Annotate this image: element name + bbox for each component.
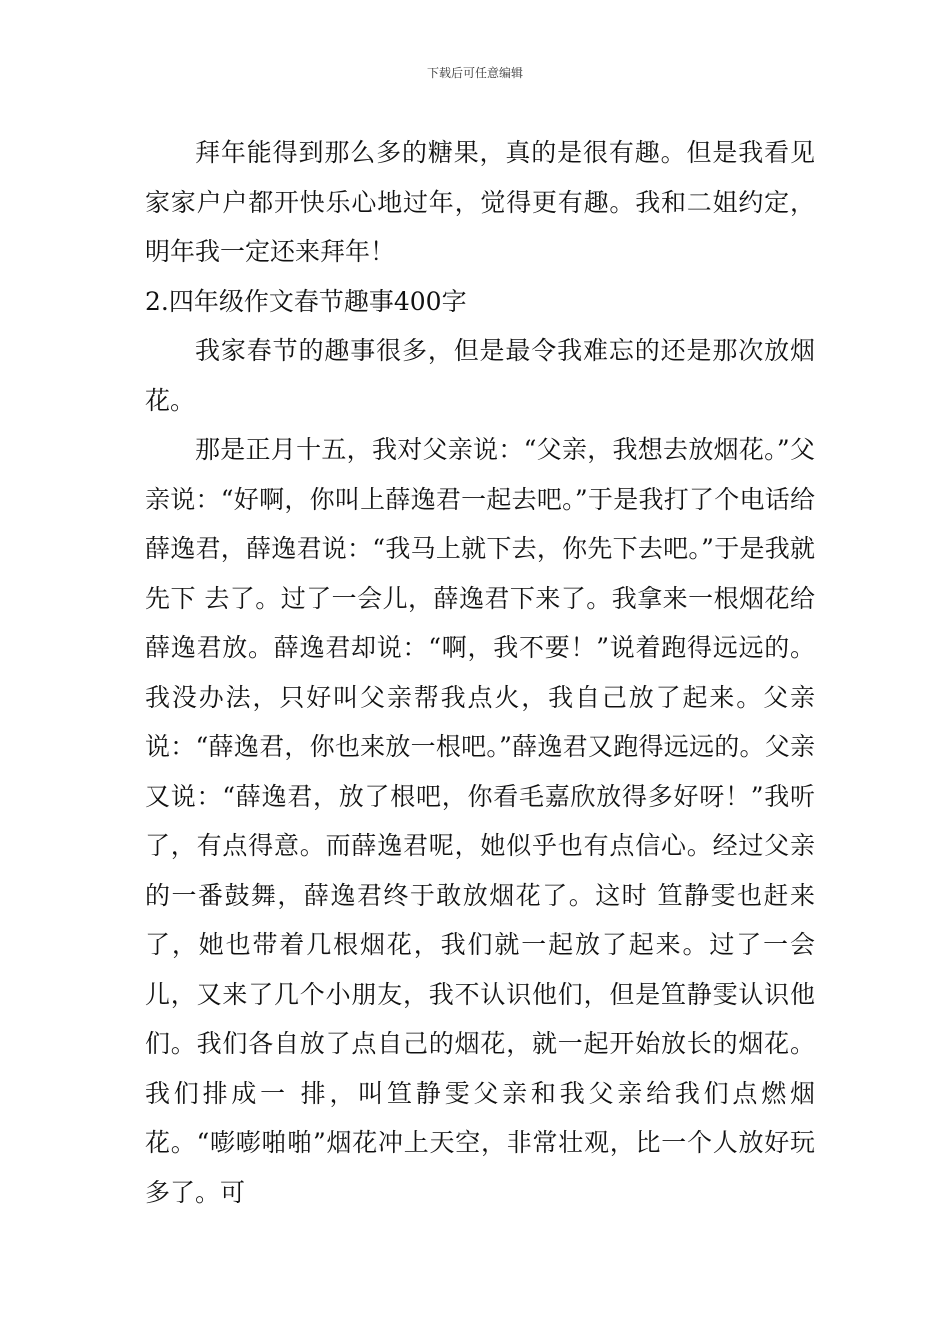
document-body <box>145 128 815 1217</box>
paragraph-story: 那是正月十五，我对父亲说：“父亲，我想去放烟花。”父亲说：“好啊，你叫上薛逸君一起去吧。”于是我打了个电话给薛逸君，薛逸君说：“我马上就下去，你先下去吧。”于是我就先下 去了。过了一会儿，薛逸君下来了。我拿来一根烟花给薛逸君放。薛逸君却说：“啊，我不要！”说着跑得远远的。我没办法，只好叫父亲帮我点火，我自己放了起来。父亲说：“薛逸君，你也来放一根吧。”薛逸君又跑得远远的。父亲又说：“薛逸君，放了根吧，你看毛嘉欣放得多好呀！”我听了，有点得意。而薛逸君呢，她似乎也有点信心。经过父亲的一番鼓舞，薛逸君终于敢放烟花了。这时 笪静雯也赶来了，她也带着几根烟花，我们就一起放了起来。过了一会儿，又来了几个小朋友，我不认识他们，但是笪静雯认识他们。我们各自放了点自己的烟花，就一起开始放长的烟花。我们排成一 排，叫笪静雯父亲和我父亲给我们点燃烟花。“嘭嘭啪啪”烟花冲上天空，非常壮观，比一个人放好玩多了。可 <box>145 435 815 1207</box>
paragraph-ending: 拜年能得到那么多的糖果，真的是很有趣。但是我看见家家户户都开快乐心地过年，觉得更有趣。我和二姐约定，明年我一定还来拜年！ <box>145 138 815 266</box>
page-header: 下载后可任意编辑 <box>426 66 523 80</box>
section-heading: 2.四年级作文春节趣事400字 <box>145 286 467 316</box>
paragraph-intro: 我家春节的趣事很多，但是最令我难忘的还是那次放烟花。 <box>145 336 815 415</box>
